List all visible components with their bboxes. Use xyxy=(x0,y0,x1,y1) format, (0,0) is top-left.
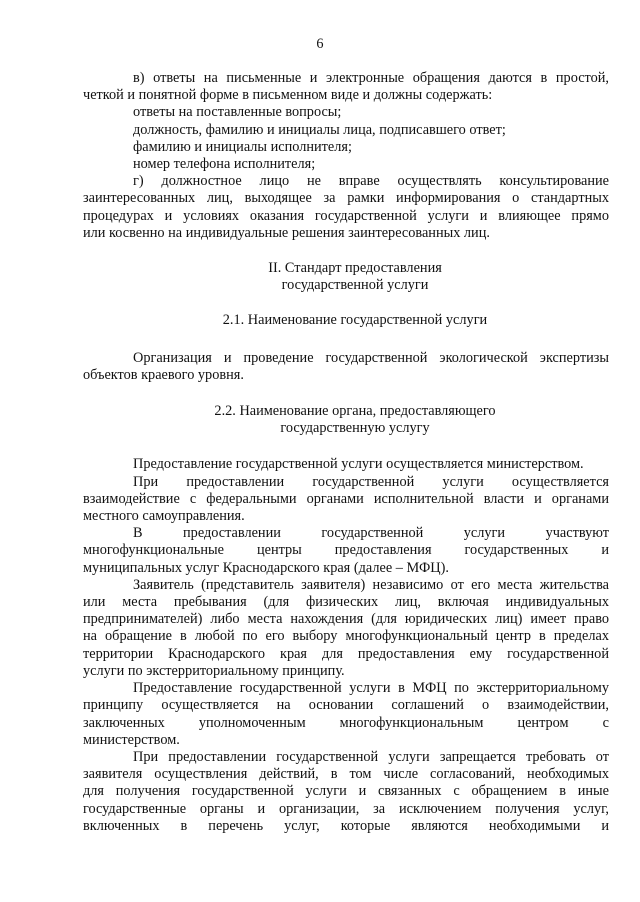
text-line: многофункциональные центры предоставления государственных и xyxy=(83,542,609,559)
clause-g xyxy=(83,173,609,242)
paragraph xyxy=(83,525,609,577)
text-line: или косвенно на индивидуальные решения заинтересованных лиц. xyxy=(83,224,490,241)
text-line: включенных в перечень услуг, которые являются необходимыми и xyxy=(83,817,609,834)
text-line: г) должностное лицо не вправе осуществлять консультирование xyxy=(133,173,609,190)
text-line: Заявитель (представитель заявителя) независимо от его места жительства xyxy=(133,576,609,593)
text-line: министерством. xyxy=(83,731,180,748)
text-line: принципу осуществляется на основании соглашений о взаимодействии, xyxy=(83,697,609,714)
text-line: заинтересованных лиц, выходящее за рамки информирования о стандартных xyxy=(83,190,609,207)
paragraph xyxy=(83,474,609,526)
heading-line: II. Стандарт предоставления xyxy=(268,260,442,277)
text-line: заявителя осуществления действий, в том числе согласований, необходимых xyxy=(83,766,609,783)
text-line: В предоставлении государственной услуги участвуют xyxy=(133,525,609,542)
page-number: 6 xyxy=(316,36,324,52)
text-line: При предоставлении государственной услуги осуществляется xyxy=(133,473,609,490)
paragraph xyxy=(83,577,609,680)
text-line: местного самоуправления. xyxy=(83,508,245,525)
text-line: на обращение в любой по его выбору многофункциональный центр в пределах xyxy=(83,628,609,645)
paragraph xyxy=(83,680,609,749)
text-line: процедурах и условиях оказания государственной услуги и влияющее прямо xyxy=(83,207,609,224)
list-item: ответы на поставленные вопросы; xyxy=(133,104,342,121)
heading-line: государственную услугу xyxy=(280,420,430,437)
list-item: номер телефона исполнителя; xyxy=(133,156,316,173)
text-line: для получения государственной услуги и связанных с обращением в иные xyxy=(83,783,609,800)
list-item: фамилию и инициалы исполнителя; xyxy=(133,138,352,155)
page-body xyxy=(83,70,609,835)
text-line: государственные органы и организации, за исключением получения услуг, xyxy=(83,800,609,817)
text-line: При предоставлении государственной услуги запрещается требовать от xyxy=(133,748,609,765)
list-item: должность, фамилию и инициалы лица, подписавшего ответ; xyxy=(133,121,506,138)
heading-line: государственной услуги xyxy=(281,277,429,294)
text-line: заключенных уполномоченным многофункциональным центром с xyxy=(83,714,609,731)
text-line: предпринимателей) либо места нахождения (для юридических лиц) имеет право xyxy=(83,611,609,628)
text-line: услуги по экстерриториальному принципу. xyxy=(83,662,345,679)
paragraph-2-1 xyxy=(83,350,609,384)
text-line: или места пребывания (для физических лиц, включая индивидуальных xyxy=(83,594,609,611)
text-line: в) ответы на письменные и электронные обращения даются в простой, xyxy=(133,70,609,86)
clause-v xyxy=(83,70,609,173)
text-line: объектов краевого уровня. xyxy=(83,366,244,383)
text-line: взаимодействие с федеральными органами исполнительной власти и органами xyxy=(83,490,609,507)
text-line: четкой и понятной форме в письменном виде и должны содержать: xyxy=(83,87,493,104)
paragraph xyxy=(83,749,609,835)
paragraph: Предоставление государственной услуги осуществляется министерством. xyxy=(133,456,584,473)
subsection-heading-2-1: 2.1. Наименование государственной услуги xyxy=(222,312,488,329)
section-heading-ii xyxy=(83,260,609,294)
text-line: муниципальных услуг Краснодарского края (далее – МФЦ). xyxy=(83,559,449,576)
text-line: территории Краснодарского края для предоставления ему государственной xyxy=(83,645,609,662)
subsection-heading-2-2 xyxy=(83,403,609,437)
heading-line: 2.2. Наименование органа, предоставляющего xyxy=(214,403,496,420)
text-line: Организация и проведение государственной экологической экспертизы xyxy=(133,349,609,366)
text-line: Предоставление государственной услуги в МФЦ по экстерриториальному xyxy=(133,680,609,697)
